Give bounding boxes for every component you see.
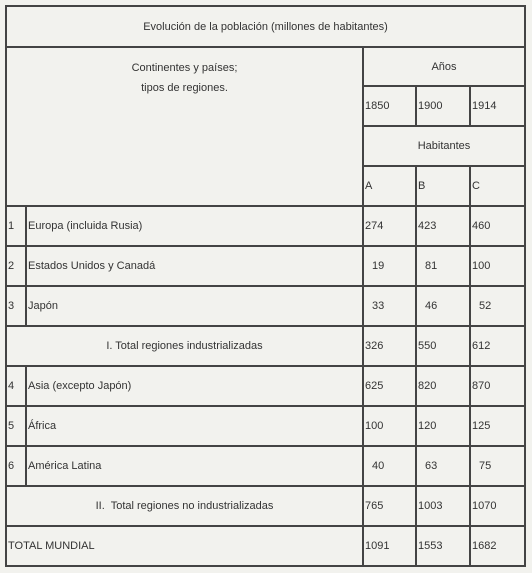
continents-header-line1: Continentes y países;	[131, 62, 238, 74]
year-1900: 1900	[416, 86, 470, 126]
table-row	[6, 286, 525, 326]
row-name: América Latina	[26, 446, 363, 486]
table-row	[6, 446, 525, 486]
column-c: C	[470, 166, 525, 206]
table-row-total	[6, 486, 525, 526]
row-number: 6	[6, 446, 26, 486]
value-1850: 274	[363, 206, 416, 246]
world-total-label: TOTAL MUNDIAL	[6, 526, 363, 566]
column-a: A	[363, 166, 416, 206]
value-1900: 820	[416, 366, 470, 406]
table-title: Evolución de la población (millones de habitantes)	[6, 6, 525, 47]
value-1900: 63	[416, 446, 470, 486]
value-1914: 612	[470, 326, 525, 366]
year-1914: 1914	[470, 86, 525, 126]
value-1850: 100	[363, 406, 416, 446]
table-row	[6, 206, 525, 246]
row-name: Japón	[26, 286, 363, 326]
continents-header-line2: tipos de regiones.	[141, 82, 228, 94]
value-1914: 125	[470, 406, 525, 446]
value-1914: 52	[470, 286, 525, 326]
value-1850: 19	[363, 246, 416, 286]
value-1850: 1091	[363, 526, 416, 566]
value-1914: 1682	[470, 526, 525, 566]
value-1914: 75	[470, 446, 525, 486]
value-1900: 550	[416, 326, 470, 366]
value-1914: 460	[470, 206, 525, 246]
value-1850: 33	[363, 286, 416, 326]
total-industrialized-label: I. Total regiones industrializadas	[6, 326, 363, 366]
value-1900: 1553	[416, 526, 470, 566]
value-1850: 40	[363, 446, 416, 486]
value-1900: 423	[416, 206, 470, 246]
table-row-total	[6, 326, 525, 366]
value-1914: 1070	[470, 486, 525, 526]
years-header: Años	[363, 47, 525, 86]
row-name: Estados Unidos y Canadá	[26, 246, 363, 286]
year-1850: 1850	[363, 86, 416, 126]
value-1900: 120	[416, 406, 470, 446]
value-1914: 870	[470, 366, 525, 406]
table-row	[6, 366, 525, 406]
row-name: África	[26, 406, 363, 446]
population-table	[5, 5, 526, 567]
row-number: 5	[6, 406, 26, 446]
column-b: B	[416, 166, 470, 206]
row-name: Europa (incluida Rusia)	[26, 206, 363, 246]
row-number: 3	[6, 286, 26, 326]
row-number: 2	[6, 246, 26, 286]
value-1900: 81	[416, 246, 470, 286]
value-1850: 765	[363, 486, 416, 526]
inhabitants-header: Habitantes	[363, 126, 525, 166]
value-1850: 625	[363, 366, 416, 406]
value-1900: 1003	[416, 486, 470, 526]
value-1900: 46	[416, 286, 470, 326]
table-row	[6, 246, 525, 286]
table-row-grand-total	[6, 526, 525, 566]
row-name: Asia (excepto Japón)	[26, 366, 363, 406]
continents-header	[6, 47, 363, 206]
row-number: 4	[6, 366, 26, 406]
row-number: 1	[6, 206, 26, 246]
value-1850: 326	[363, 326, 416, 366]
value-1914: 100	[470, 246, 525, 286]
total-non-industrialized-label: II. Total regiones no industrializadas	[6, 486, 363, 526]
table-row	[6, 406, 525, 446]
